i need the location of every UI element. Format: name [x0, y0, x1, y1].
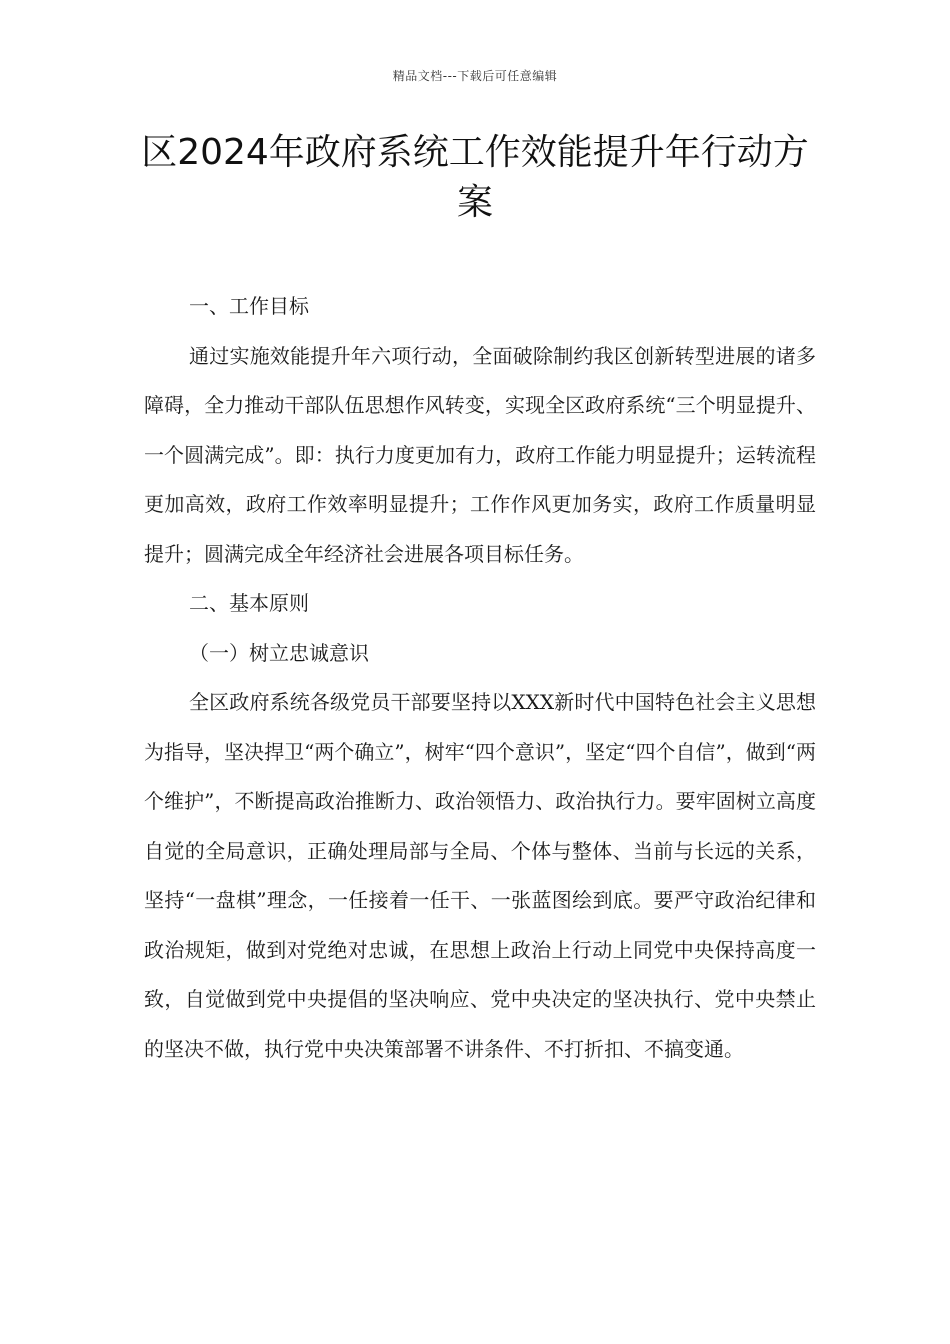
section-heading-goals: 一、工作目标 [189, 294, 309, 318]
document-title: 区2024年政府系统工作效能提升年行动方案 [141, 132, 809, 223]
paragraph-loyalty: 全区政府系统各级党员干部要坚持以XXX新时代中国特色社会主义思想为指导，坚决捍卫“两个确立”，树牢“四个意识”，坚定“四个自信”，做到“两个维护”，不断提高政治推断力、政治领悟力、政治执行力。要牢固树立高度自觉的全局意识，正确处理局部与全局、个体与整体、当前与长远的关系，坚持“一盘棋”理念，一任接着一任干、一张蓝图绘到底。要严守政治纪律和政治规矩，做到对党绝对忠诚，在思想上政治上行动上同党中央保持高度一致，自觉做到党中央提倡的坚决响应、党中央决定的坚决执行、党中央禁止的坚决不做，执行党中央决策部署不讲条件、不打折扣、不搞变通。 [144, 690, 816, 1061]
paragraph-goals: 通过实施效能提升年六项行动，全面破除制约我区创新转型进展的诸多障碍，全力推动干部队伍思想作风转变，实现全区政府系统“三个明显提升、一个圆满完成”。即：执行力度更加有力，政府工作能力明显提升；运转流程更加高效，政府工作效率明显提升；工作作风更加务实，政府工作质量明显提升；圆满完成全年经济社会进展各项目标任务。 [144, 343, 816, 566]
subsection-heading-loyalty: （一）树立忠诚意识 [189, 640, 369, 665]
document-body [144, 282, 816, 1074]
section-heading-principles: 二、基本原则 [189, 591, 309, 615]
header-note: 精品文档---下载后可任意编辑 [392, 69, 558, 83]
